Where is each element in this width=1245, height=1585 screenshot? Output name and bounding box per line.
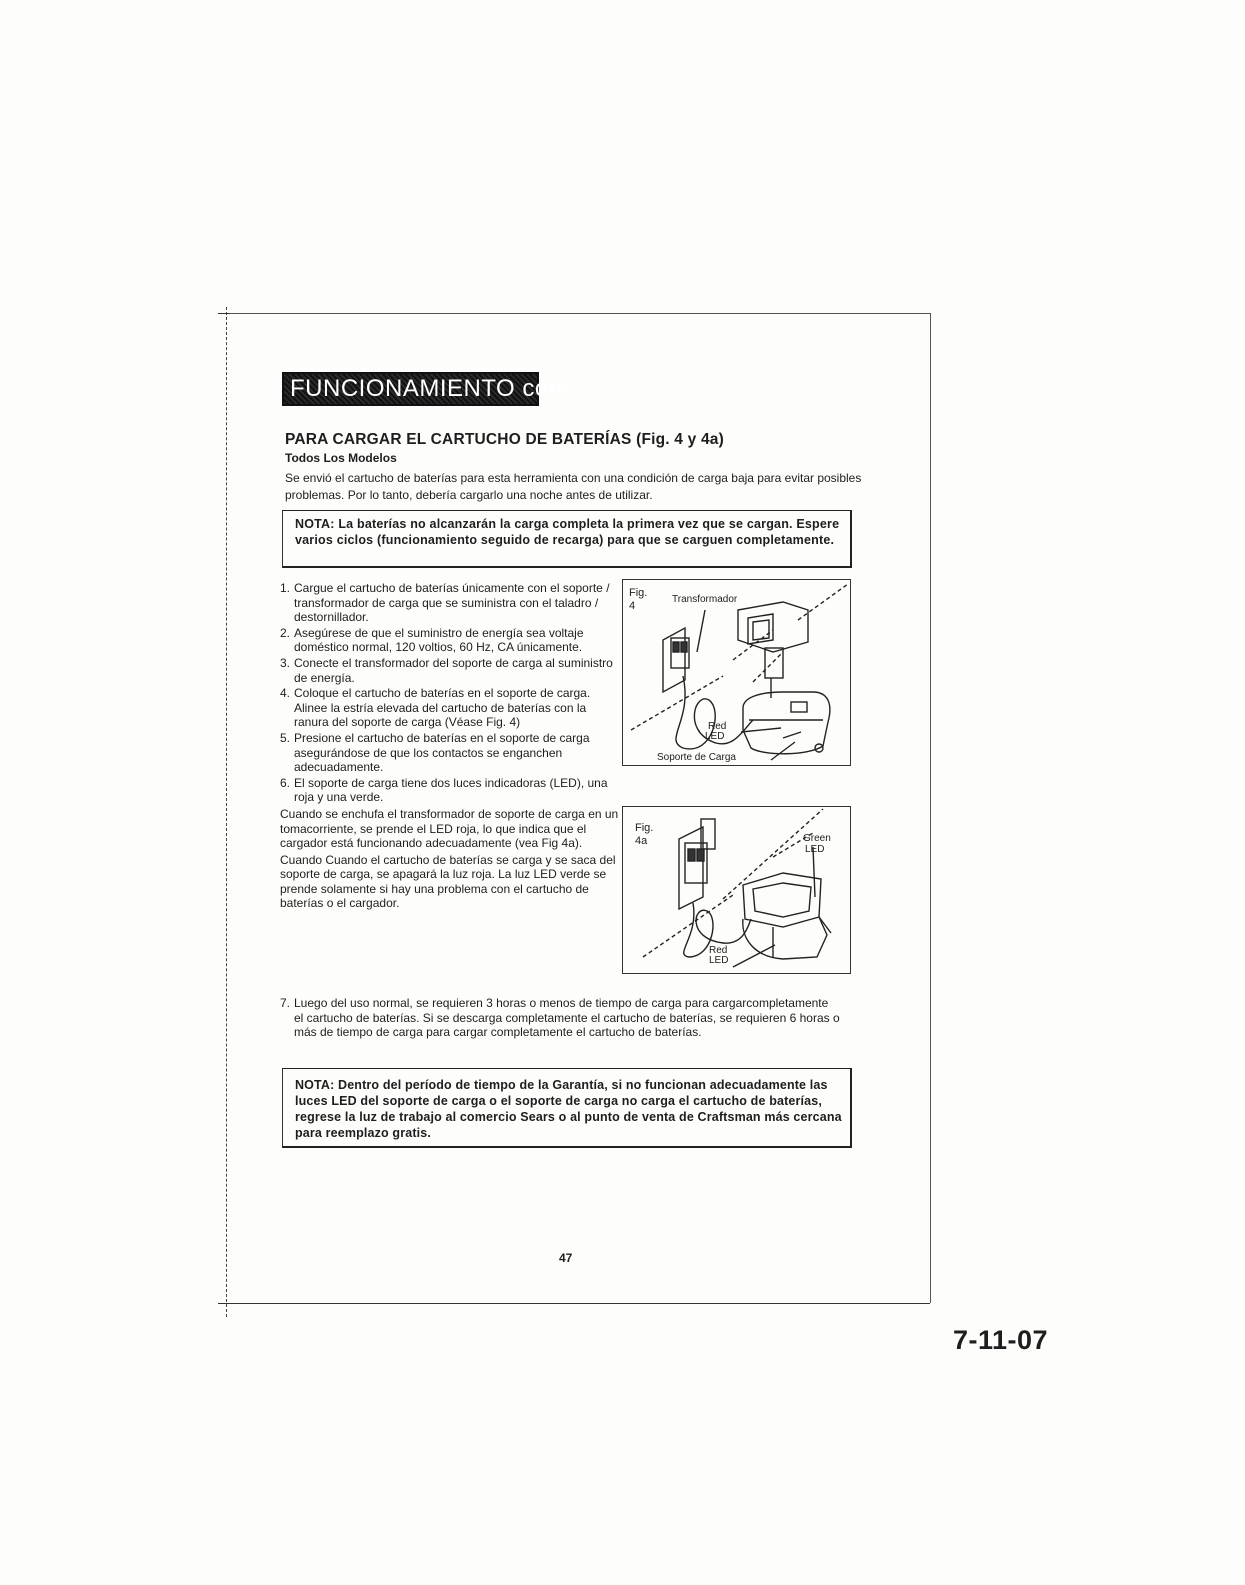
list-item — [280, 581, 620, 625]
date-stamp: 7-11-07 — [953, 1325, 1049, 1355]
step-text: Asegúrese de que el suministro de energía sea voltaje doméstico normal, 120 voltios, 60 Hz, CA únicamente. — [294, 625, 584, 655]
step-text: El soporte de carga tiene dos luces indicadoras (LED), una roja y una verde. — [294, 775, 608, 805]
step-number: 5. — [280, 730, 291, 745]
charging-steps-list — [280, 581, 620, 911]
page-number: 47 — [559, 1251, 573, 1265]
note-box-charge-cycles — [282, 510, 852, 568]
step-number: 4. — [280, 686, 291, 701]
label-charging-stand: Soporte de Carga — [657, 752, 736, 763]
figure-number: 4a — [635, 835, 648, 847]
charging-step-7 — [280, 996, 840, 1040]
section-heading: PARA CARGAR EL CARTUCHO DE BATERÍAS (Fig. 4 y 4a) — [285, 431, 724, 448]
step-text: Coloque el cartucho de baterías en el soporte de carga. Alinee la estría elevada del cartucho de baterías con la ranura del soporte de carga (Véase Fig. 4) — [294, 686, 591, 730]
step-number: 2. — [280, 625, 291, 640]
label-red-led: LED — [709, 955, 729, 966]
figure-4a — [622, 806, 851, 974]
note-box-warranty — [282, 1068, 852, 1148]
figure-number: 4 — [629, 600, 636, 612]
led-red-paragraph: Cuando se enchufa el transformador de soporte de carga en un tomacorriente, se prende el LED roja, lo que indica que el cargador está funcionando adecuadamente (vea Fig 4a). — [280, 806, 619, 851]
page-frame-right — [930, 313, 931, 1303]
step-text: Presione el cartucho de baterías en el soporte de carga asegurándose de que los contactos se enganchen adecuadamente. — [294, 730, 590, 775]
step-number: 7. — [280, 996, 291, 1010]
crop-mark-top — [218, 313, 230, 314]
subheading: Todos Los Modelos — [285, 451, 397, 465]
label-transformer: Transformador — [672, 594, 738, 605]
figure-4-illustration — [623, 580, 852, 767]
label-green-led: LED — [805, 844, 825, 855]
label-green: Green — [803, 833, 831, 844]
page-frame-top — [226, 313, 930, 314]
step-number: 6. — [280, 775, 291, 790]
page-frame-left — [226, 307, 227, 1317]
step-number: 3. — [280, 655, 291, 670]
label-red: Red — [708, 721, 727, 732]
list-item — [280, 731, 620, 775]
step-number: 1. — [280, 581, 291, 595]
step-text: Cargue el cartucho de baterías únicamente con el soporte / transformador de carga que se suministra con el taladro / destornillador. — [294, 581, 610, 625]
list-item — [280, 626, 620, 655]
figure-label: Fig. — [635, 822, 654, 834]
list-item — [280, 776, 620, 805]
figure-label: Fig. — [629, 587, 648, 599]
label-led: LED — [705, 731, 725, 742]
label-red: Red — [709, 945, 728, 956]
step-text: Conecte el transformador del soporte de carga al suministro de energía. — [294, 655, 613, 685]
step-text: Luego del uso normal, se requieren 3 horas o menos de tiempo de carga para cargarcompletamente el cartucho de baterías. Si se descarga completamente el cartucho de baterías, se requieren 6 horas o más de tiempo de carga para cargar completamente el cartucho de baterías. — [294, 996, 840, 1040]
list-item — [280, 686, 620, 730]
intro-paragraph: Se envió el cartucho de baterías para esta herramienta con una condición de carga baja para evitar posibles problemas. Por lo tanto, debería cargarlo una noche antes de utilizar. — [285, 471, 862, 502]
led-green-paragraph: Cuando Cuando el cartucho de baterías se carga y se saca del soporte de carga, se apagará la luz roja. La luz LED verde se prende solamente si hay una problema con el cartucho de baterías o el cargador. — [280, 852, 616, 911]
page-frame-bottom — [222, 1303, 930, 1304]
crop-mark-bottom — [218, 1303, 230, 1304]
list-item — [280, 656, 620, 685]
section-banner: FUNCIONAMIENTO cont. — [282, 372, 539, 406]
note-text: NOTA: La baterías no alcanzarán la carga completa la primera vez que se cargan. Espere varios ciclos (funcionamiento seguido de recarga) para que se carguen completamente. — [295, 517, 840, 547]
figure-4 — [622, 579, 851, 766]
note-text: NOTA: Dentro del período de tiempo de la Garantía, si no funcionan adecuadamente las luces LED del soporte de carga o el soporte de carga no carga el cartucho de baterías, regrese la luz de trabajo al comercio Sears o al punto de venta de Craftsman más cercana para reemplazo gratis. — [295, 1078, 842, 1140]
